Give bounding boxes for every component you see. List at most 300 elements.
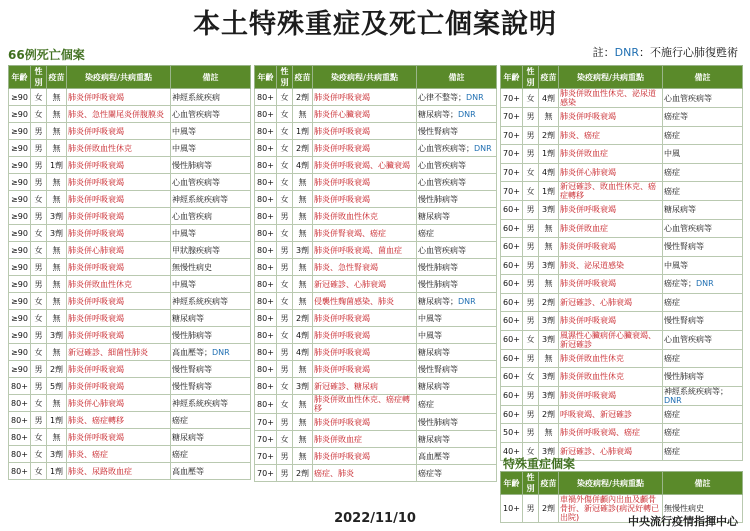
sex-cell: 男 <box>523 424 539 443</box>
death-cases-subtitle: 66例死亡個案 <box>8 48 85 62</box>
vaccine-cell: 無 <box>293 174 313 191</box>
report-date: 2022/11/10 <box>334 511 416 526</box>
vaccine-cell: 4劑 <box>293 327 313 344</box>
sex-cell: 女 <box>277 395 293 414</box>
remark-cell: 高血壓等 <box>417 448 497 465</box>
sex-cell: 男 <box>523 386 539 405</box>
age-cell: 70+ <box>501 163 523 182</box>
remark-cell: 高血壓等；DNR <box>171 344 251 361</box>
age-cell: 60+ <box>501 386 523 405</box>
table-row <box>255 361 497 378</box>
table-row <box>9 208 251 225</box>
vaccine-cell: 無 <box>293 361 313 378</box>
remark-cell: 心血管疾病等 <box>663 89 743 108</box>
vaccine-cell: 無 <box>47 276 67 293</box>
age-cell: 60+ <box>501 293 523 312</box>
dnr-label: DNR <box>466 92 484 102</box>
sex-cell: 女 <box>31 293 47 310</box>
sex-cell: 男 <box>277 310 293 327</box>
sex-cell: 男 <box>31 259 47 276</box>
remark-cell: 慢性腎病等 <box>663 238 743 257</box>
age-cell: 80+ <box>255 157 277 174</box>
vaccine-cell: 3劑 <box>539 442 559 461</box>
age-cell: 80+ <box>255 225 277 242</box>
sex-cell: 男 <box>277 344 293 361</box>
sex-cell: 男 <box>523 349 539 368</box>
age-cell: ≥90 <box>9 208 31 225</box>
column-header: 年齡 <box>255 66 277 89</box>
sex-cell: 男 <box>523 238 539 257</box>
age-cell: ≥90 <box>9 327 31 344</box>
remark-cell: 心血管疾病 <box>171 208 251 225</box>
dnr-label: DNR <box>458 296 476 306</box>
vaccine-cell: 2劑 <box>539 405 559 424</box>
remark-cell: 癌症 <box>663 442 743 461</box>
sex-cell: 男 <box>277 259 293 276</box>
table-row <box>255 293 497 310</box>
table-row <box>255 378 497 395</box>
remark-cell: 慢性肺病等 <box>171 157 251 174</box>
vaccine-cell: 無 <box>539 349 559 368</box>
vaccine-cell: 無 <box>539 424 559 443</box>
age-cell: 60+ <box>501 219 523 238</box>
vaccine-cell: 2劑 <box>539 126 559 145</box>
remark-cell: 糖尿病等；DNR <box>417 293 497 310</box>
sex-cell: 男 <box>31 412 47 429</box>
disease-course-cell: 肺炎併呼吸衰竭 <box>67 361 171 378</box>
age-cell: 80+ <box>255 327 277 344</box>
vaccine-cell: 3劑 <box>539 330 559 349</box>
disease-course-cell: 肺炎併心臟衰竭 <box>313 106 417 123</box>
sex-cell: 女 <box>277 431 293 448</box>
disease-course-cell: 新冠確診、心肺衰竭 <box>559 293 663 312</box>
vaccine-cell: 2劑 <box>47 361 67 378</box>
remark-cell: 神經系統疾病等 <box>171 293 251 310</box>
disease-course-cell: 肺炎、癌症轉移 <box>67 412 171 429</box>
disease-course-cell: 肺炎併腎衰竭、癌症 <box>313 225 417 242</box>
disease-course-cell: 肺炎併呼吸衰竭 <box>313 123 417 140</box>
vaccine-cell: 無 <box>47 140 67 157</box>
vaccine-cell: 1劑 <box>47 412 67 429</box>
sex-cell: 女 <box>277 225 293 242</box>
death-cases-table-3 <box>500 65 743 461</box>
age-cell: ≥90 <box>9 140 31 157</box>
disease-course-cell: 肺炎併呼吸衰竭 <box>559 275 663 294</box>
column-header: 性別 <box>523 472 539 495</box>
table-row <box>9 157 251 174</box>
age-cell: 80+ <box>255 361 277 378</box>
age-cell: 80+ <box>9 463 31 480</box>
vaccine-cell: 無 <box>293 431 313 448</box>
sex-cell: 女 <box>277 140 293 157</box>
age-cell: ≥90 <box>9 310 31 327</box>
sex-cell: 男 <box>523 275 539 294</box>
column-header: 染疫病程/共病重點 <box>559 472 663 495</box>
sex-cell: 男 <box>523 495 539 523</box>
sex-cell: 女 <box>31 242 47 259</box>
remark-cell: 糖尿病等 <box>171 429 251 446</box>
remark-cell: 中風 <box>663 145 743 164</box>
disease-course-cell: 肺炎併呼吸衰竭、心臟衰竭 <box>313 157 417 174</box>
disease-course-cell: 肺炎、急性腎衰竭 <box>313 259 417 276</box>
disease-course-cell: 肺炎併敗血性休克 <box>559 349 663 368</box>
column-header: 染疫病程/共病重點 <box>313 66 417 89</box>
vaccine-cell: 5劑 <box>47 378 67 395</box>
remark-cell: 癌症等 <box>417 465 497 482</box>
table-row <box>9 361 251 378</box>
sex-cell: 男 <box>523 293 539 312</box>
remark-cell: 糖尿病等 <box>417 344 497 361</box>
sex-cell: 男 <box>277 208 293 225</box>
vaccine-cell: 無 <box>539 219 559 238</box>
age-cell: 80+ <box>255 395 277 414</box>
age-cell: 60+ <box>501 256 523 275</box>
sex-cell: 男 <box>31 208 47 225</box>
remark-cell: 癌症 <box>417 225 497 242</box>
disease-course-cell: 肺炎併敗血性休克 <box>67 276 171 293</box>
remark-cell: 心血管疾病等 <box>171 174 251 191</box>
remark-cell: 癌症等；DNR <box>663 275 743 294</box>
age-cell: 60+ <box>501 275 523 294</box>
disease-course-cell: 肺炎併敗血性休克、癌症轉移 <box>313 395 417 414</box>
column-header: 備註 <box>417 66 497 89</box>
disease-course-cell: 肺炎併呼吸衰竭 <box>67 191 171 208</box>
remark-cell: 癌症 <box>663 163 743 182</box>
column-header: 疫苗 <box>539 66 559 89</box>
table-row <box>9 293 251 310</box>
disease-course-cell: 侵襲性麴菌感染、肺炎 <box>313 293 417 310</box>
disease-course-cell: 新冠確診、糖尿病 <box>313 378 417 395</box>
age-cell: ≥90 <box>9 259 31 276</box>
table-row <box>9 259 251 276</box>
vaccine-cell: 4劑 <box>293 344 313 361</box>
table-row <box>501 275 743 294</box>
sex-cell: 男 <box>31 157 47 174</box>
vaccine-cell: 1劑 <box>47 463 67 480</box>
table-row <box>501 145 743 164</box>
table-row <box>255 431 497 448</box>
remark-cell: 心血管疾病等 <box>417 242 497 259</box>
vaccine-cell: 無 <box>47 174 67 191</box>
table-row <box>501 126 743 145</box>
remark-cell: 神經系統疾病等；DNR <box>663 386 743 405</box>
age-cell: 70+ <box>501 89 523 108</box>
table-row <box>9 242 251 259</box>
sex-cell: 女 <box>277 89 293 106</box>
disease-course-cell: 肺炎、尿路敗血症 <box>67 463 171 480</box>
disease-course-cell: 肺炎併呼吸衰竭 <box>67 310 171 327</box>
disease-course-cell: 肺炎併呼吸衰竭 <box>559 312 663 331</box>
vaccine-cell: 無 <box>293 276 313 293</box>
age-cell: 80+ <box>9 446 31 463</box>
table-row <box>9 395 251 412</box>
remark-cell: 癌症 <box>171 446 251 463</box>
age-cell: 80+ <box>255 89 277 106</box>
sex-cell: 男 <box>31 174 47 191</box>
table-row <box>255 395 497 414</box>
remark-cell: 心律不整等；DNR <box>417 89 497 106</box>
sex-cell: 男 <box>523 312 539 331</box>
age-cell: 70+ <box>255 465 277 482</box>
age-cell: 70+ <box>501 145 523 164</box>
vaccine-cell: 無 <box>293 414 313 431</box>
vaccine-cell: 4劑 <box>293 157 313 174</box>
table-row <box>9 463 251 480</box>
sex-cell: 女 <box>277 293 293 310</box>
sex-cell: 男 <box>277 242 293 259</box>
remark-cell: 慢性肺病等 <box>171 327 251 344</box>
vaccine-cell: 3劑 <box>47 446 67 463</box>
vaccine-cell: 4劑 <box>539 163 559 182</box>
disease-course-cell: 肺炎併敗血性休克 <box>67 140 171 157</box>
table-row <box>255 242 497 259</box>
age-cell: 80+ <box>255 344 277 361</box>
sex-cell: 女 <box>277 327 293 344</box>
disease-course-cell: 肺炎併呼吸衰竭 <box>559 238 663 257</box>
sex-cell: 女 <box>31 395 47 412</box>
table-row <box>9 378 251 395</box>
remark-cell: 中風等 <box>663 256 743 275</box>
disease-course-cell: 肺炎併呼吸衰竭、癌症 <box>559 424 663 443</box>
disease-course-cell: 肺炎併敗血性休克、泌尿道感染 <box>559 89 663 108</box>
table-row <box>501 219 743 238</box>
vaccine-cell: 無 <box>47 242 67 259</box>
table-row <box>9 140 251 157</box>
sex-cell: 男 <box>523 145 539 164</box>
remark-cell: 糖尿病等 <box>417 208 497 225</box>
dnr-label: DNR <box>696 279 714 289</box>
disease-course-cell: 肺炎併呼吸衰竭 <box>559 201 663 220</box>
column-header: 疫苗 <box>47 66 67 89</box>
remark-cell: 癌症 <box>663 126 743 145</box>
remark-cell: 癌症 <box>663 293 743 312</box>
remark-cell: 慢性肺病等 <box>417 191 497 208</box>
organization-name: 中央流行疫情指揮中心 <box>628 515 738 528</box>
table-row <box>501 238 743 257</box>
disease-course-cell: 肺炎併心肺衰竭 <box>559 163 663 182</box>
table-row <box>255 157 497 174</box>
remark-cell: 神經系統疾病 <box>171 89 251 106</box>
disease-course-cell: 肺炎、急性闌尾炎併腹膜炎 <box>67 106 171 123</box>
disease-course-cell: 肺炎併呼吸衰竭 <box>313 191 417 208</box>
sex-cell: 女 <box>277 378 293 395</box>
table-row <box>9 446 251 463</box>
sex-cell: 男 <box>31 327 47 344</box>
table-row <box>255 106 497 123</box>
table-row <box>501 312 743 331</box>
sex-cell: 女 <box>523 442 539 461</box>
remark-cell: 中風等 <box>417 310 497 327</box>
sex-cell: 男 <box>31 361 47 378</box>
age-cell: ≥90 <box>9 293 31 310</box>
disease-course-cell: 肺炎併呼吸衰竭 <box>67 208 171 225</box>
remark-cell: 癌症 <box>171 412 251 429</box>
age-cell: 80+ <box>9 429 31 446</box>
table-row <box>9 344 251 361</box>
age-cell: ≥90 <box>9 191 31 208</box>
table-row <box>501 256 743 275</box>
disease-course-cell: 肺炎併呼吸衰竭 <box>313 174 417 191</box>
vaccine-cell: 3劑 <box>539 386 559 405</box>
remark-cell: 慢性肺病等 <box>417 276 497 293</box>
table-row <box>501 182 743 201</box>
remark-cell: 中風等 <box>171 123 251 140</box>
column-header: 染疫病程/共病重點 <box>559 66 663 89</box>
vaccine-cell: 3劑 <box>539 368 559 387</box>
age-cell: 60+ <box>501 201 523 220</box>
column-header: 年齡 <box>501 472 523 495</box>
vaccine-cell: 無 <box>539 275 559 294</box>
vaccine-cell: 2劑 <box>539 293 559 312</box>
disease-course-cell: 肺炎併敗血症 <box>559 219 663 238</box>
table-row <box>501 108 743 127</box>
table-row <box>255 208 497 225</box>
vaccine-cell: 3劑 <box>47 327 67 344</box>
vaccine-cell: 無 <box>47 310 67 327</box>
age-cell: ≥90 <box>9 123 31 140</box>
age-cell: 80+ <box>9 378 31 395</box>
sex-cell: 女 <box>277 157 293 174</box>
age-cell: ≥90 <box>9 106 31 123</box>
disease-course-cell: 肺炎併呼吸衰竭 <box>67 123 171 140</box>
disease-course-cell: 肺炎併呼吸衰竭 <box>313 140 417 157</box>
sex-cell: 男 <box>31 123 47 140</box>
table-row <box>501 405 743 424</box>
vaccine-cell: 3劑 <box>47 208 67 225</box>
vaccine-cell: 無 <box>293 448 313 465</box>
column-header: 備註 <box>171 66 251 89</box>
remark-cell: 癌症 <box>417 395 497 414</box>
vaccine-cell: 無 <box>293 259 313 276</box>
death-cases-table-1 <box>8 65 251 480</box>
disease-course-cell: 肺炎併呼吸衰竭 <box>313 327 417 344</box>
age-cell: 60+ <box>501 238 523 257</box>
disease-course-cell: 肺炎、癌症 <box>67 446 171 463</box>
sex-cell: 男 <box>523 219 539 238</box>
disease-course-cell: 肺炎併呼吸衰竭 <box>67 327 171 344</box>
sex-cell: 男 <box>277 448 293 465</box>
remark-cell: 慢性肺病等 <box>417 259 497 276</box>
disease-course-cell: 肺炎併呼吸衰竭 <box>313 414 417 431</box>
disease-course-cell: 肺炎併呼吸衰竭 <box>67 378 171 395</box>
age-cell: 10+ <box>501 495 523 523</box>
age-cell: 60+ <box>501 330 523 349</box>
age-cell: 60+ <box>501 368 523 387</box>
remark-cell: 慢性腎病等 <box>663 312 743 331</box>
age-cell: 80+ <box>255 242 277 259</box>
age-cell: 60+ <box>501 312 523 331</box>
vaccine-cell: 2劑 <box>293 89 313 106</box>
table-row <box>255 191 497 208</box>
age-cell: 80+ <box>255 378 277 395</box>
table-row <box>9 276 251 293</box>
table-row <box>501 368 743 387</box>
vaccine-cell: 無 <box>293 225 313 242</box>
sex-cell: 女 <box>277 191 293 208</box>
table-row <box>9 123 251 140</box>
sex-cell: 女 <box>31 106 47 123</box>
remark-cell: 神經系統疾病等 <box>171 191 251 208</box>
disease-course-cell: 肺炎併呼吸衰竭 <box>67 429 171 446</box>
dnr-note: 註：DNR：不施行心肺復甦術 <box>592 46 738 59</box>
age-cell: ≥90 <box>9 344 31 361</box>
death-cases-table-2 <box>254 65 497 482</box>
age-cell: 80+ <box>255 276 277 293</box>
disease-course-cell: 癌症、肺炎 <box>313 465 417 482</box>
disease-course-cell: 肺炎併敗血症 <box>559 145 663 164</box>
sex-cell: 女 <box>523 182 539 201</box>
page-title: 本土特殊重症及死亡個案說明 <box>193 9 557 40</box>
vaccine-cell: 4劑 <box>539 89 559 108</box>
sex-cell: 女 <box>31 89 47 106</box>
age-cell: 80+ <box>9 395 31 412</box>
remark-cell: 心血管疾病等 <box>663 219 743 238</box>
disease-course-cell: 新冠確診、心肺衰竭 <box>559 442 663 461</box>
sex-cell: 女 <box>31 310 47 327</box>
sex-cell: 男 <box>523 126 539 145</box>
remark-cell: 慢性腎病等 <box>417 361 497 378</box>
table-header-row <box>9 66 251 89</box>
table-row <box>255 344 497 361</box>
vaccine-cell: 無 <box>47 395 67 412</box>
disease-course-cell: 新冠確診、敗血性休克、癌症轉移 <box>559 182 663 201</box>
age-cell: ≥90 <box>9 89 31 106</box>
column-header: 備註 <box>663 66 743 89</box>
remark-cell: 癌症 <box>663 182 743 201</box>
column-header: 年齡 <box>501 66 523 89</box>
table-row <box>255 174 497 191</box>
age-cell: 70+ <box>255 414 277 431</box>
remark-cell: 糖尿病等 <box>171 310 251 327</box>
table-row <box>255 123 497 140</box>
age-cell: 80+ <box>255 208 277 225</box>
age-cell: 70+ <box>255 431 277 448</box>
age-cell: ≥90 <box>9 174 31 191</box>
vaccine-cell: 3劑 <box>47 225 67 242</box>
column-header: 疫苗 <box>293 66 313 89</box>
remark-cell: 無慢性病史 <box>663 495 743 523</box>
sex-cell: 女 <box>523 89 539 108</box>
age-cell: 70+ <box>501 108 523 127</box>
age-cell: 60+ <box>501 405 523 424</box>
vaccine-cell: 3劑 <box>539 201 559 220</box>
sex-cell: 男 <box>31 378 47 395</box>
disease-course-cell: 肺炎併呼吸衰竭 <box>313 89 417 106</box>
age-cell: 60+ <box>501 349 523 368</box>
vaccine-cell: 無 <box>47 89 67 106</box>
column-header: 染疫病程/共病重點 <box>67 66 171 89</box>
vaccine-cell: 無 <box>293 395 313 414</box>
age-cell: ≥90 <box>9 242 31 259</box>
remark-cell: 糖尿病等；DNR <box>417 106 497 123</box>
disease-course-cell: 新冠確診、心肺衰竭 <box>313 276 417 293</box>
age-cell: 70+ <box>255 448 277 465</box>
table-row <box>255 327 497 344</box>
remark-cell: 心血管疾病等 <box>171 106 251 123</box>
column-header: 性別 <box>31 66 47 89</box>
dnr-label: DNR <box>458 109 476 119</box>
sex-cell: 女 <box>31 344 47 361</box>
disease-course-cell: 肺炎併呼吸衰竭 <box>559 386 663 405</box>
column-header: 備註 <box>663 472 743 495</box>
vaccine-cell: 1劑 <box>539 182 559 201</box>
dnr-label: DNR <box>474 143 492 153</box>
remark-cell: 中風等 <box>417 327 497 344</box>
disease-course-cell: 肺炎併呼吸衰竭 <box>313 361 417 378</box>
remark-cell: 心血管疾病等 <box>417 157 497 174</box>
vaccine-cell: 3劑 <box>539 312 559 331</box>
vaccine-cell: 無 <box>47 293 67 310</box>
